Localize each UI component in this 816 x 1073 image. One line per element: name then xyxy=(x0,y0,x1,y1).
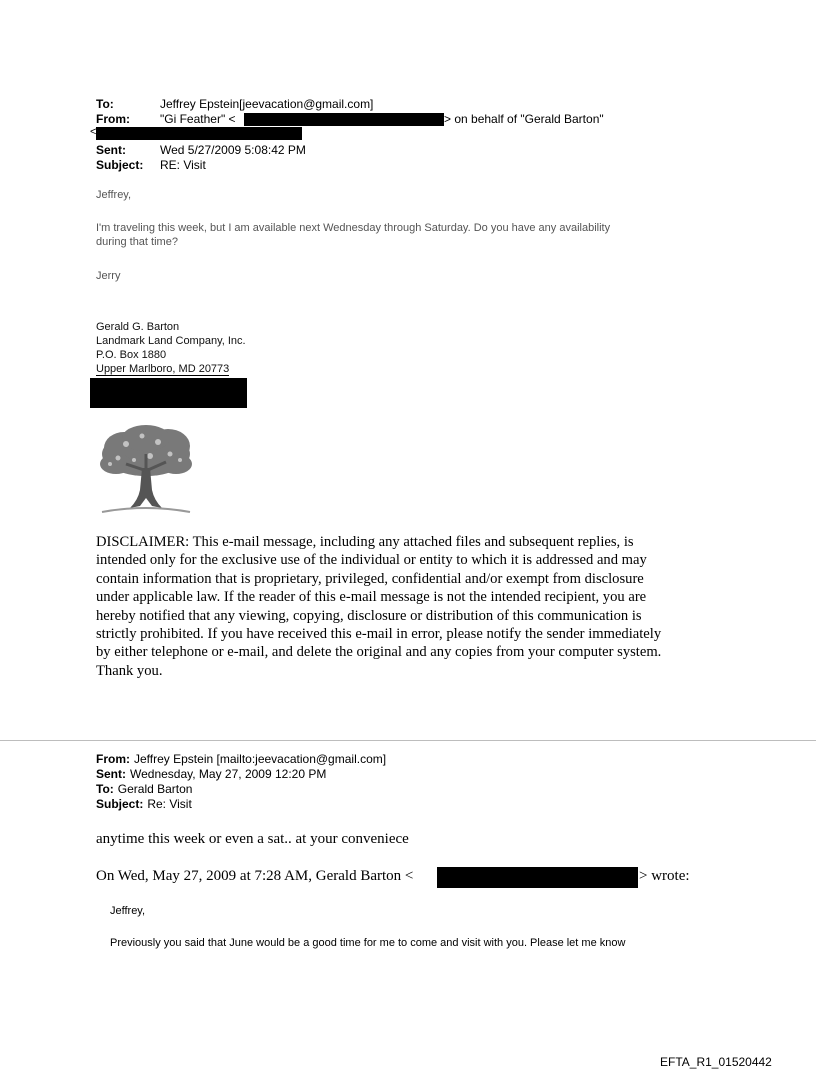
sent-label: Sent: xyxy=(96,143,126,157)
reply-text: anytime this week or even a sat.. at your conveniece xyxy=(96,831,409,847)
quoted-from-value: Jeffrey Epstein [mailto:jeevacation@gmail.com] xyxy=(134,752,387,766)
quoted-to-label: To: xyxy=(96,782,114,796)
disclaimer-line: under applicable law. If the reader of this e-mail message is not the intended recipient, you are xyxy=(96,589,647,606)
from-cont: < xyxy=(90,126,97,138)
disclaimer-line: strictly prohibited. If you have received this e-mail in error, please notify the sender immediately xyxy=(96,626,662,643)
redaction-box xyxy=(244,113,444,126)
quoted-subject-row xyxy=(96,795,192,813)
on-wrote-end: > wrote: xyxy=(639,868,690,884)
subject-label: Subject: xyxy=(96,158,144,172)
from-value-start: "Gi Feather" < xyxy=(160,112,236,126)
disclaimer-line: contain information that is proprietary, privileged, confidential and/or exempt from disclosure xyxy=(96,570,644,587)
sent-value: Wed 5/27/2009 5:08:42 PM xyxy=(160,143,306,157)
body-line-2: during that time? xyxy=(96,236,178,248)
quoted-sent-value: Wednesday, May 27, 2009 12:20 PM xyxy=(130,767,327,781)
to-label: To: xyxy=(96,97,114,111)
signature-name: Gerald G. Barton xyxy=(96,321,180,333)
body-line-1: I'm traveling this week, but I am available next Wednesday through Saturday. Do you have any availability xyxy=(96,222,611,234)
quoted-subject-label: Subject: xyxy=(96,797,144,811)
signature-city: Upper Marlboro, MD 20773 xyxy=(96,363,230,375)
signoff: Jerry xyxy=(96,270,121,282)
signature-company: Landmark Land Company, Inc. xyxy=(96,335,246,347)
signature-po-box: P.O. Box 1880 xyxy=(96,349,167,361)
quoted-subject-value: Re: Visit xyxy=(147,797,192,811)
to-value: Jeffrey Epstein[jeevacation@gmail.com] xyxy=(160,97,374,111)
disclaimer-line: intended only for the exclusive use of the individual or entity to which it is addressed and may xyxy=(96,552,647,569)
disclaimer xyxy=(96,533,716,680)
disclaimer-line: hereby notified that any viewing, copying, disclosure or distribution of this communication is xyxy=(96,607,642,624)
document-id: EFTA_R1_01520442 xyxy=(660,1055,772,1069)
tree-logo-icon xyxy=(96,424,196,516)
subject-value: RE: Visit xyxy=(160,158,206,172)
quoted-to-value: Gerald Barton xyxy=(117,782,193,796)
redaction-box xyxy=(437,867,638,888)
quoted-sent-label: Sent: xyxy=(96,767,126,781)
disclaimer-line: DISCLAIMER: This e-mail message, including any attached files and subsequent replies, is xyxy=(96,534,634,550)
redaction-box xyxy=(96,127,302,140)
quoted-from-label: From: xyxy=(96,752,130,766)
from-value-end: > on behalf of "Gerald Barton" xyxy=(444,112,604,126)
disclaimer-line: by either telephone or e-mail, and delete the original and any copies from your computer system. xyxy=(96,644,662,661)
inner-greeting: Jeffrey, xyxy=(110,905,146,917)
disclaimer-line: Thank you. xyxy=(96,662,163,679)
redaction-box xyxy=(90,378,247,408)
on-wrote-start: On Wed, May 27, 2009 at 7:28 AM, Gerald Barton < xyxy=(96,868,414,884)
inner-paragraph: Previously you said that June would be a good time for me to come and visit with you. Please let me know xyxy=(110,937,626,949)
quote-divider xyxy=(0,740,816,741)
from-label: From: xyxy=(96,112,130,126)
greeting: Jeffrey, xyxy=(96,189,132,201)
